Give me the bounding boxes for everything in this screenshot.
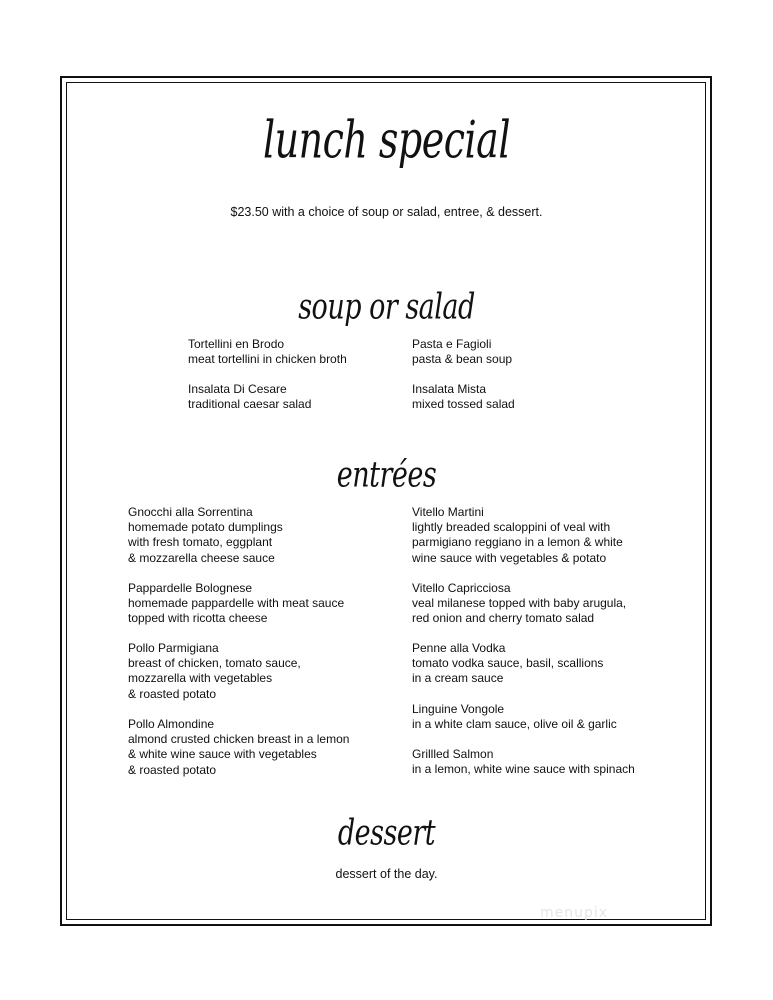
item-desc: mozzarella with vegetables <box>128 671 273 686</box>
menu-title: lunch special <box>263 110 510 170</box>
item-desc: almond crusted chicken breast in a lemon <box>128 732 350 747</box>
menu-item <box>188 337 347 367</box>
menu-item <box>412 337 512 367</box>
watermark: menupix <box>540 905 609 921</box>
item-name: Pollo Almondine <box>128 717 215 731</box>
dessert-text: dessert of the day. <box>335 867 438 881</box>
item-desc: homemade pappardelle with meat sauce <box>128 596 345 611</box>
item-desc: & mozzarella cheese sauce <box>128 550 275 565</box>
item-name: Vitello Capricciosa <box>412 581 511 595</box>
entrees-heading: entrées <box>336 455 437 496</box>
item-desc: in a white clam sauce, olive oil & garlic <box>412 717 617 732</box>
menu-item <box>188 382 311 412</box>
item-name: Tortellini en Brodo <box>188 337 285 351</box>
item-name: Pasta e Fagioli <box>412 337 492 351</box>
item-desc: & roasted potato <box>128 762 217 777</box>
item-name: Grillled Salmon <box>412 747 494 761</box>
menu-item <box>128 505 283 566</box>
soup-salad-heading: soup or salad <box>298 287 475 328</box>
item-desc: & roasted potato <box>128 686 217 701</box>
item-desc: tomato vodka sauce, basil, scallions <box>412 656 604 671</box>
item-name: Penne alla Vodka <box>412 641 506 655</box>
item-desc: veal milanese topped with baby arugula, <box>412 596 627 611</box>
item-desc: wine sauce with vegetables & potato <box>412 550 607 565</box>
item-desc: meat tortellini in chicken broth <box>188 352 347 367</box>
item-name: Insalata Di Cesare <box>188 382 287 396</box>
menu-item <box>412 382 515 412</box>
item-name: Gnocchi alla Sorrentina <box>128 505 253 519</box>
dessert-heading: dessert <box>337 813 436 854</box>
item-name: Pappardelle Bolognese <box>128 581 253 595</box>
item-desc: breast of chicken, tomato sauce, <box>128 656 301 671</box>
item-desc: homemade potato dumplings <box>128 520 283 535</box>
menu-item <box>412 747 635 777</box>
item-desc: in a lemon, white wine sauce with spinach <box>412 762 635 777</box>
item-name: Pollo Parmigiana <box>128 641 219 655</box>
item-name: Insalata Mista <box>412 382 487 396</box>
menu-item <box>412 581 626 627</box>
menu-item <box>128 717 349 778</box>
item-desc: parmigiano reggiano in a lemon & white <box>412 535 623 550</box>
item-desc: lightly breaded scaloppini of veal with <box>412 520 611 535</box>
item-desc: topped with ricotta cheese <box>128 611 268 626</box>
menu-item <box>412 641 603 687</box>
menu-item <box>412 702 617 732</box>
menu-item <box>128 641 301 702</box>
item-desc: pasta & bean soup <box>412 352 513 367</box>
item-desc: traditional caesar salad <box>188 397 312 412</box>
item-name: Linguine Vongole <box>412 702 505 716</box>
menu-item <box>412 505 623 566</box>
item-name: Vitello Martini <box>412 505 484 519</box>
item-desc: with fresh tomato, eggplant <box>128 535 273 550</box>
item-desc: red onion and cherry tomato salad <box>412 611 595 626</box>
item-desc: & white wine sauce with vegetables <box>128 747 317 762</box>
price-line: $23.50 with a choice of soup or salad, entree, & dessert. <box>230 205 543 219</box>
menu-item <box>128 581 344 627</box>
item-desc: in a cream sauce <box>412 671 504 686</box>
item-desc: mixed tossed salad <box>412 397 515 412</box>
